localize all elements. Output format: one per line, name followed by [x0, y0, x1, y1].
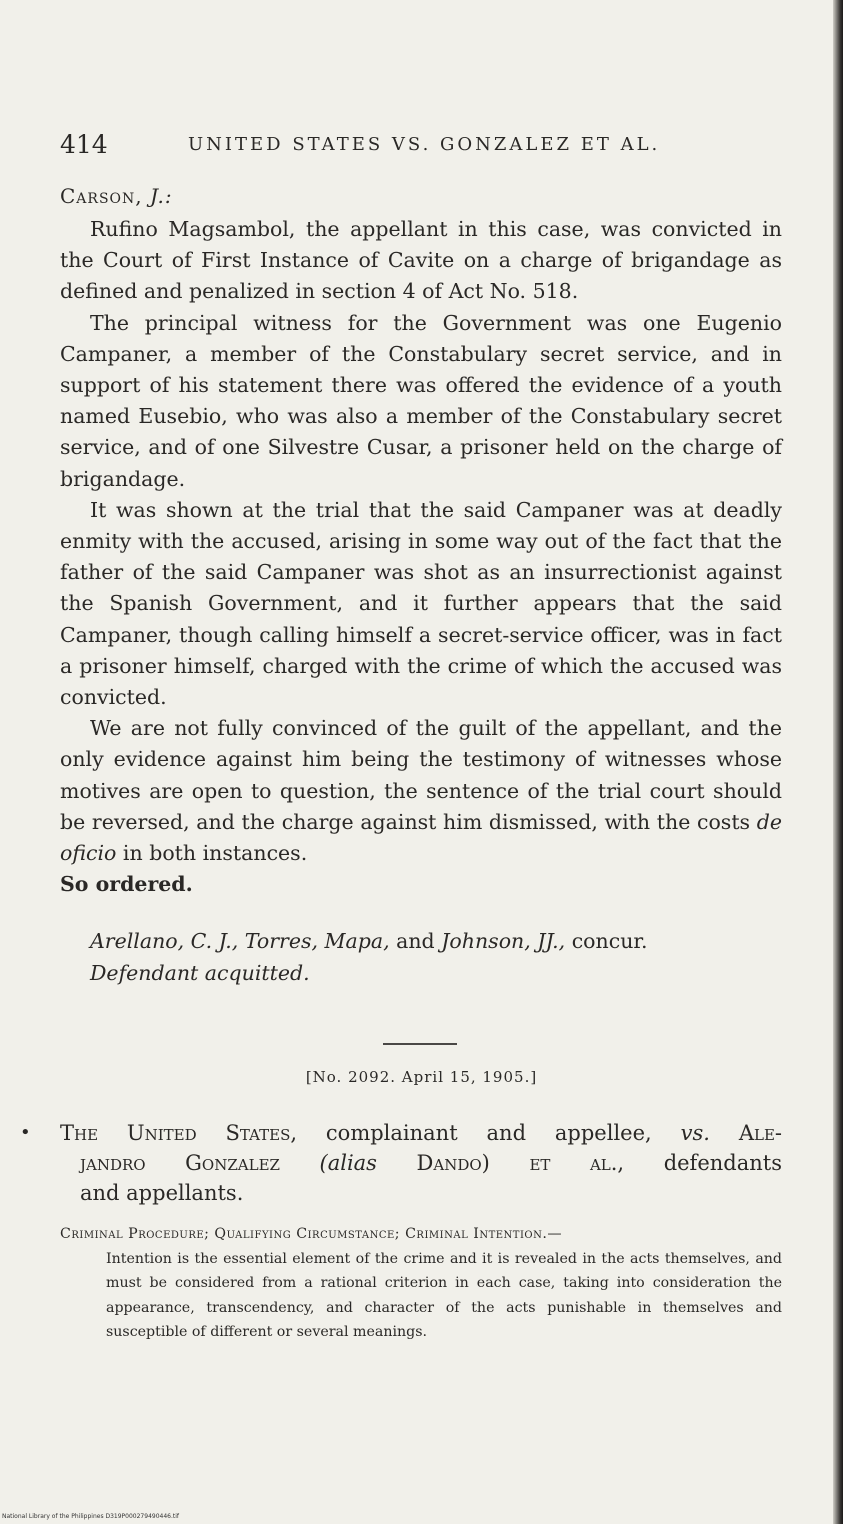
- syllabus: [60, 1222, 782, 1345]
- case-title-line-3: and appellants.: [80, 1181, 244, 1205]
- versus: vs.: [680, 1121, 710, 1145]
- disposition: [90, 957, 812, 989]
- author-name: Carson: [60, 184, 136, 208]
- opinion-paragraph: The principal witness for the Government was one Eugenio Campaner, a member of the Constabulary secret service, and in support of his statement there was offered the evidence of a youth named Eusebio, who was also a member of the Constabulary secret service, and of one Silvestre Cusar, a prisoner held on the charge of brigandage.: [60, 310, 782, 491]
- page-edge-shadow: [833, 0, 843, 1524]
- party-role: complainant and appellee,: [325, 1121, 652, 1145]
- final-italic: de oficio: [60, 809, 782, 866]
- concurrence: [60, 925, 812, 989]
- case-title-line-1: [60, 1118, 782, 1148]
- final-text: We are not fully convinced of the guilt of the appellant, and the only evidence against him being the testimony of witnesses whose motives are open to question, the sentence of the trial court should be reversed, and the charge against him dismissed, with the costs: [60, 716, 782, 834]
- concur-names-2: Johnson, JJ.,: [441, 929, 566, 953]
- so-ordered: So ordered.: [60, 872, 193, 897]
- party-defendant-start: Ale-: [738, 1121, 782, 1145]
- concur-names: Arellano, C. J., Torres, Mapa,: [90, 929, 390, 953]
- opinion-body: [60, 214, 782, 900]
- opinion-author: Carson, J.:: [60, 184, 173, 208]
- concur-and: and: [396, 929, 435, 953]
- concur-verb: concur.: [571, 929, 648, 953]
- scan-footer: National Library of the Philippines D319P000279490446.tif: [2, 1513, 180, 1520]
- page-number: 414: [60, 130, 108, 159]
- opinion-paragraph-final: [60, 713, 782, 869]
- alias-name: Dando): [416, 1151, 490, 1175]
- et-al: et al.,: [529, 1151, 625, 1175]
- final-text-end: in both instances.: [116, 841, 308, 866]
- disposition-text: Defendant acquitted.: [90, 961, 310, 985]
- party-defendant: jandro Gonzalez: [80, 1151, 280, 1175]
- party-plaintiff: The United States,: [60, 1121, 298, 1145]
- section-divider: [383, 1043, 457, 1045]
- running-title: UNITED STATES VS. GONZALEZ ET AL.: [188, 134, 661, 155]
- author-title: J.:: [150, 184, 173, 208]
- defendant-role: defendants: [663, 1151, 782, 1175]
- page-header: [60, 130, 800, 160]
- opinion-paragraph: It was shown at the trial that the said Campaner was at deadly enmity with the accused, arising in some way out of the fact that the father of the said Campaner was shot as an insurrectionist against the Spanish Government, and it further appears that the said Campaner, though calling himself a secret-service officer, was in fact a prisoner himself, charged with the crime of which the accused was convicted.: [60, 497, 782, 710]
- case-title-line-2: [60, 1148, 782, 1178]
- concur-line: [90, 925, 812, 957]
- margin-mark: •: [20, 1122, 31, 1143]
- opinion-paragraph: Rufino Magsambol, the appellant in this case, was convicted in the Court of First Instance of Cavite on a charge of brigandage as defined and penalized in section 4 of Act No. 518.: [60, 217, 782, 304]
- case-title: [60, 1118, 782, 1208]
- case-number: [No. 2092. April 15, 1905.]: [305, 1068, 538, 1086]
- syllabus-body: Intention is the essential element of the crime and it is revealed in the acts themselves, and must be considered from a rational criterion in each case, taking into consideration the appearance, transcendency, and character of the acts punishable in themselves and susceptible of different or several meanings.: [106, 1250, 782, 1340]
- alias: (alias: [319, 1151, 377, 1175]
- syllabus-heading: Criminal Procedure; Qualifying Circumstance; Criminal Intention.—: [60, 1226, 563, 1242]
